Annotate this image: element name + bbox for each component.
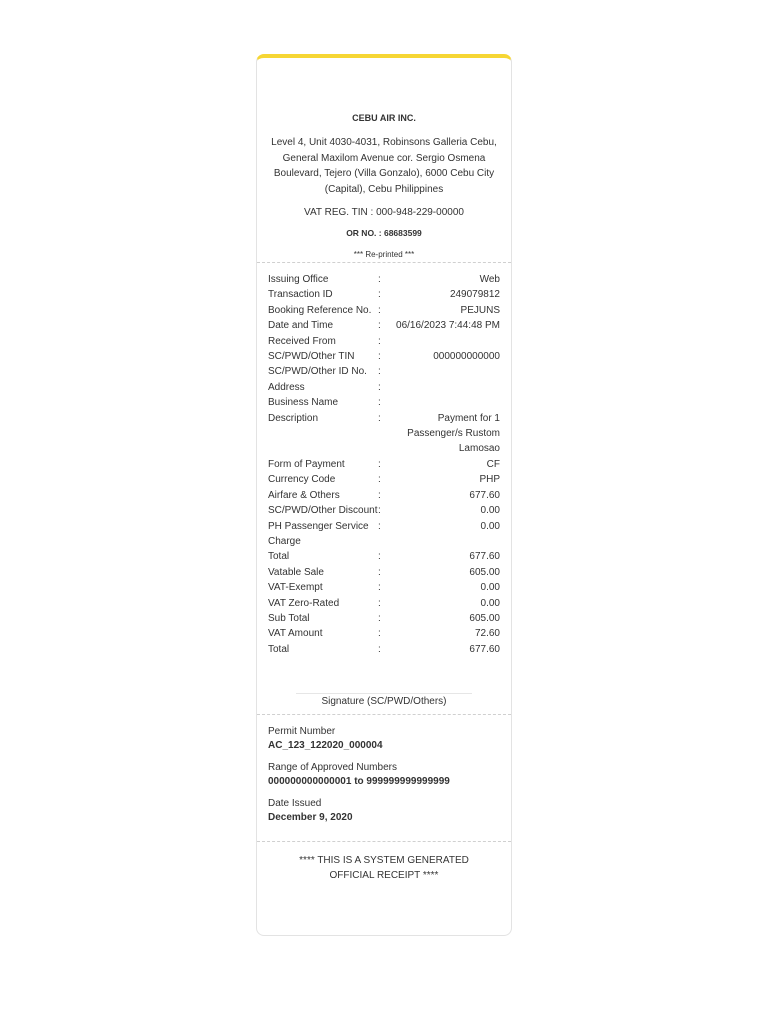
- vat-reg-tin: VAT REG. TIN : 000-948-229-00000: [304, 207, 464, 218]
- detail-row-sub-total: [268, 611, 500, 626]
- detail-value: [396, 380, 500, 395]
- detail-separator: :: [378, 643, 381, 655]
- detail-label: Sub Total: [268, 612, 310, 624]
- detail-value: 677.60: [469, 489, 500, 501]
- detail-value: 0.00: [480, 520, 500, 532]
- detail-value: 0.00: [480, 505, 500, 517]
- detail-separator: :: [378, 597, 381, 609]
- official-receipt: [256, 54, 512, 936]
- detail-row-date-time: [268, 318, 500, 333]
- detail-value: PEJUNS: [460, 304, 500, 316]
- detail-value: 677.60: [469, 643, 500, 655]
- detail-label: VAT Amount: [268, 628, 323, 640]
- detail-separator: :: [378, 582, 381, 594]
- detail-label: Received From: [268, 335, 336, 347]
- permit-number-label: Permit Number: [268, 726, 336, 738]
- detail-separator: :: [378, 304, 381, 316]
- detail-separator: :: [378, 489, 381, 501]
- detail-row-total: [268, 549, 500, 564]
- transaction-details: [257, 263, 511, 657]
- detail-value: 249079812: [449, 289, 500, 301]
- detail-value: [396, 364, 500, 379]
- detail-value: PHP: [479, 474, 500, 486]
- detail-value: 605.00: [469, 612, 500, 624]
- detail-label: Airfare & Others: [268, 489, 340, 501]
- detail-row-business-name: [268, 395, 500, 410]
- permit-info: [257, 715, 511, 825]
- detail-value: 677.60: [469, 551, 500, 563]
- permit-number: AC_123_122020_000004: [268, 740, 383, 752]
- detail-row-booking-reference: [268, 303, 500, 318]
- detail-value: 06/16/2023 7:44:48 PM: [396, 320, 500, 332]
- detail-label: Description: [268, 412, 319, 424]
- approved-range-label: Range of Approved Numbers: [268, 762, 397, 774]
- detail-row-sc-pwd-id: [268, 364, 500, 379]
- detail-value: 0.00: [480, 582, 500, 594]
- detail-label: PH Passenger Service Charge: [268, 520, 369, 547]
- detail-separator: :: [378, 628, 381, 640]
- detail-row-vatable-sale: [268, 565, 500, 580]
- receipt-header: [257, 113, 511, 259]
- detail-separator: :: [378, 612, 381, 624]
- detail-label: Vatable Sale: [268, 566, 324, 578]
- detail-separator: :: [378, 397, 381, 409]
- detail-separator: :: [378, 289, 381, 301]
- detail-value: [396, 395, 500, 410]
- detail-separator: :: [378, 458, 381, 470]
- detail-separator: :: [378, 351, 381, 363]
- detail-row-issuing-office: [268, 272, 500, 287]
- detail-label: Address: [268, 381, 305, 393]
- detail-row-grand-total: [268, 642, 500, 657]
- detail-separator: :: [378, 366, 381, 378]
- detail-label: SC/PWD/Other ID No.: [268, 366, 367, 378]
- detail-label: Total: [268, 551, 290, 563]
- detail-row-passenger-service-charge: [268, 519, 500, 550]
- reprinted-notice: *** Re-printed ***: [353, 250, 415, 259]
- detail-row-sc-pwd-tin: [268, 349, 500, 364]
- or-number: OR NO. : 68683599: [346, 228, 422, 238]
- detail-label: Issuing Office: [268, 274, 329, 285]
- detail-row-form-of-payment: [268, 457, 500, 472]
- detail-separator: :: [378, 474, 381, 486]
- detail-label: VAT Zero-Rated: [268, 597, 340, 609]
- date-issued: December 9, 2020: [268, 812, 353, 824]
- detail-label: SC/PWD/Other TIN: [268, 351, 355, 363]
- approved-range: 000000000000001 to 999999999999999: [268, 776, 450, 788]
- detail-separator: :: [378, 412, 381, 424]
- detail-label: SC/PWD/Other Discount: [268, 505, 378, 517]
- detail-label: Total: [268, 643, 290, 655]
- detail-label: Transaction ID: [268, 289, 333, 301]
- detail-separator: :: [378, 505, 381, 517]
- detail-label: Currency Code: [268, 474, 336, 486]
- company-address: Level 4, Unit 4030-4031, Robinsons Galleria Cebu, General Maxilom Avenue cor. Sergio Osmena Boulevard, Tejero (Villa Gonzalo), 6000 Cebu City (Capital), Cebu Philippines: [271, 137, 497, 195]
- detail-row-description: [268, 411, 500, 457]
- detail-row-currency-code: [268, 472, 500, 487]
- detail-row-received-from: [268, 334, 500, 349]
- detail-separator: :: [378, 335, 381, 347]
- detail-value: 605.00: [469, 566, 500, 578]
- detail-row-sc-pwd-discount: [268, 503, 500, 518]
- system-generated-notice: **** THIS IS A SYSTEM GENERATED OFFICIAL RECEIPT ****: [299, 855, 469, 882]
- company-name: CEBU AIR INC.: [352, 113, 416, 123]
- detail-label: Date and Time: [268, 320, 334, 332]
- detail-value: CF: [486, 458, 500, 470]
- detail-row-transaction-id: [268, 287, 500, 302]
- detail-label: Form of Payment: [268, 458, 345, 470]
- detail-separator: :: [378, 320, 381, 332]
- detail-separator: :: [378, 520, 381, 532]
- detail-label: VAT-Exempt: [268, 582, 323, 594]
- detail-value: Web: [479, 274, 500, 285]
- detail-separator: :: [378, 274, 381, 285]
- detail-separator: :: [378, 381, 381, 393]
- signature-line: [296, 693, 472, 694]
- signature-label: Signature (SC/PWD/Others): [321, 696, 447, 708]
- detail-separator: :: [378, 566, 381, 578]
- detail-row-airfare: [268, 488, 500, 503]
- detail-value: 0.00: [480, 597, 500, 609]
- detail-separator: :: [378, 551, 381, 563]
- detail-label: Business Name: [268, 397, 339, 409]
- detail-value: [396, 334, 500, 349]
- detail-label: Booking Reference No.: [268, 304, 372, 316]
- detail-row-vat-amount: [268, 626, 500, 641]
- detail-row-vat-exempt: [268, 580, 500, 595]
- detail-value: 000000000000: [433, 351, 500, 363]
- date-issued-label: Date Issued: [268, 798, 322, 810]
- detail-row-address: [268, 380, 500, 395]
- detail-value: 72.60: [474, 628, 500, 640]
- detail-row-vat-zero-rated: [268, 596, 500, 611]
- detail-value: Payment for 1 Passenger/s Rustom Lamosao: [407, 412, 500, 455]
